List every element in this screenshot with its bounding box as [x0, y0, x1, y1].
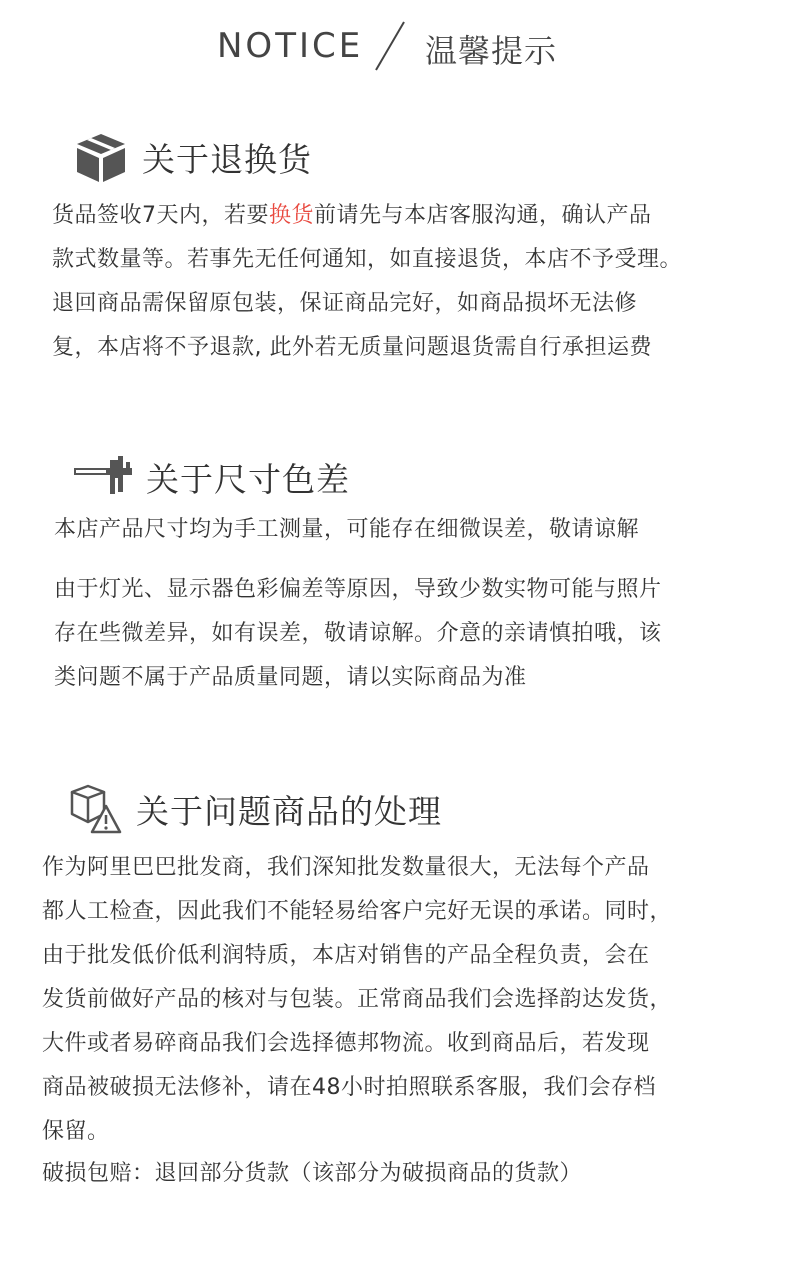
text-segment: 货品签收7天内，若要 — [52, 203, 269, 228]
text-line: 大件或者易碎商品我们会选择德邦物流。收到商品后，若发现 — [42, 1031, 650, 1056]
section-title: 关于尺寸色差 — [146, 460, 350, 499]
section-size-body — [54, 512, 774, 692]
section-title: 关于退换货 — [142, 140, 312, 179]
section-size-heading — [74, 452, 474, 504]
section-title: 关于问题商品的处理 — [136, 792, 442, 831]
header-title-en: NOTICE — [217, 26, 364, 66]
section-problem-body — [42, 850, 782, 1186]
text-line: 复，本店将不予退款, 此外若无质量问题退货需自行承担运费 — [52, 335, 652, 360]
text-line: 作为阿里巴巴批发商，我们深知批发数量很大，无法每个产品 — [42, 855, 650, 880]
text-line: 保留。 — [42, 1119, 110, 1144]
text-line: 都人工检查，因此我们不能轻易给客户完好无误的承诺。同时， — [42, 899, 673, 924]
section-problem-heading — [70, 784, 530, 836]
text-segment: 前请先与本店客服沟通，确认产品 — [314, 203, 652, 228]
header-title-cn: 温馨提示 — [425, 32, 558, 70]
damaged-box-warning-icon — [70, 784, 122, 834]
slash-divider-icon — [370, 18, 410, 74]
text-line: 本店产品尺寸均为手工测量，可能存在细微误差，敬请谅解 — [54, 517, 640, 542]
text-line: 类问题不属于产品质量同题，请以实际商品为准 — [54, 665, 527, 690]
text-line: 发货前做好产品的核对与包装。正常商品我们会选择韵达发货， — [42, 987, 673, 1012]
text-line — [52, 198, 652, 229]
highlight-text: 换货 — [269, 203, 315, 228]
text-line: 由于批发低价低利润特质，本店对销售的产品全程负责，会在 — [42, 943, 650, 968]
caliper-icon — [74, 456, 134, 500]
notice-header — [0, 18, 790, 74]
text-line: 款式数量等。若事先无任何通知，如直接退货，本店不予受理。 — [52, 247, 683, 272]
text-line: 退回商品需保留原包装，保证商品完好，如商品损坏无法修 — [52, 291, 638, 316]
text-line: 商品被破损无法修补，请在48小时拍照联系客服，我们会存档 — [42, 1075, 656, 1100]
text-line: 存在些微差异，如有误差，敬请谅解。介意的亲请慎拍哦，该 — [54, 621, 662, 646]
box-icon — [74, 132, 128, 184]
text-line: 破损包赔：退回部分货款（该部分为破损商品的货款） — [42, 1161, 583, 1186]
section-returns-body — [52, 198, 772, 378]
section-returns-heading — [74, 132, 474, 184]
text-line: 由于灯光、显示器色彩偏差等原因，导致少数实物可能与照片 — [54, 577, 662, 602]
